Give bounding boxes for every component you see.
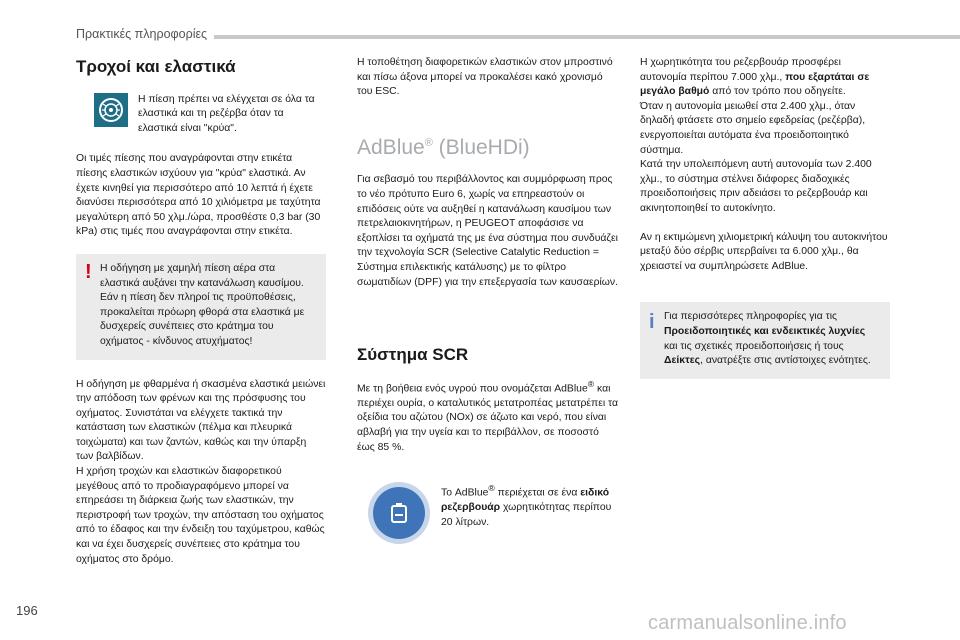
paragraph: Όταν η αυτονομία μειωθεί στα 2.400 χλμ., όταν δηλαδή φτάσετε στο σημείο εφεδρείας (ρεζέρβα), ενεργοποιείται αυτόματα ένα προειδοποιητικό σύστημα.: [640, 100, 866, 156]
paragraph: Με τη βοήθεια ενός υγρού που ονομάζεται AdBlue® και περιέχει ουρία, ο καταλυτικός μετατροπέας μετατρέπει τα οξείδια του αζώτου (NOx) σε άζωτο και νερό, που είναι αβλαβή για την υγεία και το περιβάλλον, σε ποσοστό έως 85 %.: [357, 378, 619, 453]
section-heading-adblue: AdBlue® (BlueHDi): [357, 135, 530, 159]
paragraph: Η οδήγηση με φθαρμένα ή σκασμένα ελαστικά μειώνει την απόδοση των φρένων και της πρόσφυσης του οχήματος. Συνιστάται να ελέγχετε τακτικά την κατάσταση των ελαστικών (πέλμα και πλευρικά τοιχώματα) και των ζαντών, καθώς και την ύπαρξη των βαλβίδων.: [76, 378, 326, 463]
page-header-title: Πρακτικές πληροφορίες: [76, 27, 208, 41]
header-rule: [214, 35, 960, 39]
column-1: [76, 57, 326, 581]
adblue-tank-icon: [373, 487, 425, 539]
paragraph: Κατά την υπολειπόμενη αυτή αυτονομία των 2.400 χλμ., το σύστημα στέλνει διάφορες διαδοχικές προειδοποιήσεις πριν αδειάσει το ρεζερβουάρ και ακινητοποιηθεί το αυτοκίνητο.: [640, 159, 872, 214]
warning-icon: !: [85, 260, 92, 283]
warning-box: [76, 254, 326, 360]
page-number: 196: [16, 603, 38, 618]
column-2: [357, 56, 619, 539]
info-text: Για περισσότερες πληροφορίες για τις Προειδοποιητικές και ενδεικτικές λυχνίες και τις σχετικές προειδοποιήσεις ή τους Δείκτες, ανατρέξτε στις αντίστοιχες ενότητες.: [664, 311, 871, 367]
warning-text: Η οδήγηση με χαμηλή πίεση αέρα στα ελαστικά αυξάνει την κατανάλωση καυσίμου. Εάν η πίεση δεν πληροί τις προϋποθέσεις, προκαλείται πρόωρη φθορά στα ελαστικά με δυσχερείς συνέπειες στο κράτημα του οχήματος - κίνδυνος ατυχήματος!: [100, 262, 305, 347]
paragraph: Η χρήση τροχών και ελαστικών διαφορετικού μεγέθους από το προδιαγραφόμενο μπορεί να επηρεάσει τη διάρκεια ζωής των ελαστικών, την περιστροφή των τροχών, την απόσταση του οχήματος από το έδαφος και την ένδειξη του ταχύμετρου, καθώς και να έχει δυσχερείς συνέπειες στο κράτημα του οχήματος στο δρόμο.: [76, 466, 325, 565]
info-box: [640, 302, 890, 378]
info-icon: i: [649, 311, 655, 334]
paragraph: Για σεβασμό του περιβάλλοντος και συμμόρφωση προς το νέο πρότυπο Euro 6, χωρίς να επηρεαστούν οι επιδόσεις ούτε να αυξηθεί η κατανάλωση καυσίμου των πετρελαιοκινητήρων, η PEUGEOT αποφάσισε να εξοπλίσει τα οχήματά της με ένα σύστημα που συνδυάζει την τεχνολογία SCR (Selective Catalytic Reduction = Σύστημα επιλεκτικής κατάλυσης) με το φίλτρο σωματιδίων (DPF) για την επεξεργασία των καυσαερίων.: [357, 174, 618, 288]
column-3: [640, 56, 890, 379]
adblue-tank-note: [357, 481, 619, 539]
section-heading-wheels-tyres: Τροχοί και ελαστικά: [76, 57, 236, 76]
paragraph: Η τοποθέτηση διαφορετικών ελαστικών στον μπροστινό και πίσω άξονα μπορεί να προκαλέσει κακό χρονισμό του ESC.: [357, 57, 613, 98]
tyre-note-text: Η πίεση πρέπει να ελέγχεται σε όλα τα ελαστικά και τη ρεζέρβα όταν τα ελαστικά είναι "κρύα".: [138, 93, 315, 134]
section-heading-scr: Σύστημα SCR: [357, 345, 469, 365]
watermark: carmanualsonline.info: [648, 612, 847, 634]
paragraph: Αν η εκτιμώμενη χιλιομετρική κάλυψη του αυτοκινήτου μεταξύ δύο σέρβις υπερβαίνει τα 6.000 χλμ., θα χρειαστεί να συμπληρώσετε AdBlue.: [640, 231, 888, 272]
tyre-icon: [94, 93, 128, 127]
tyre-pressure-note: [76, 93, 326, 137]
paragraph: Οι τιμές πίεσης που αναγράφονται στην ετικέτα πίεσης ελαστικών ισχύουν για "κρύα" ελαστικά. Αν έχετε κινηθεί για περισσότερο από 10 λεπτά ή έχετε διανύσει περισσότερα από 10 χιλιόμετρα με ταχύτητα μεγαλύτερη από 50 χλμ./ώρα, προσθέστε 0,3 bar (30 kPa) στις τιμές που αναγράφονται στην ετικέτα.: [76, 153, 321, 238]
paragraph: Η χωρητικότητα του ρεζερβουάρ προσφέρει αυτονομία περίπου 7.000 χλμ., που εξαρτάται σε μεγάλο βαθμό από τον τρόπο που οδηγείτε.: [640, 57, 870, 98]
tank-note-text: Το AdBlue® περιέχεται σε ένα ειδικό ρεζερβουάρ χωρητικότητας περίπου 20 λίτρων.: [441, 483, 612, 528]
